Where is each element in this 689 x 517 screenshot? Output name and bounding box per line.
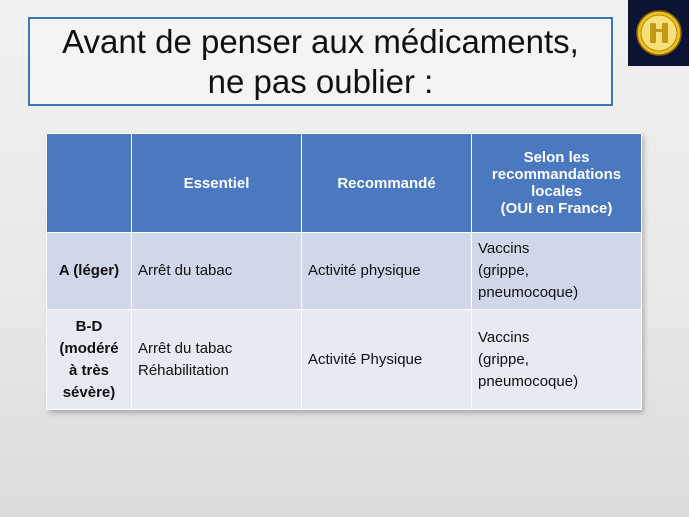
header-cell-recommande: Recommandé	[302, 134, 472, 233]
recommendations-table	[46, 133, 641, 410]
table-cell: Activité physique	[302, 233, 472, 310]
table-cell: Vaccins (grippe, pneumocoque)	[472, 310, 642, 410]
table-cell: Arrêt du tabac	[132, 233, 302, 310]
institution-seal-icon	[635, 9, 683, 57]
table-cell: Arrêt du tabac Réhabilitation	[132, 310, 302, 410]
table-header-row	[47, 134, 642, 233]
header-cell-essentiel: Essentiel	[132, 134, 302, 233]
slide-title-line-2: ne pas oublier :	[207, 62, 434, 100]
table-row	[47, 233, 642, 310]
row-label: A (léger)	[47, 233, 132, 310]
header-cell-empty	[47, 134, 132, 233]
table-cell: Vaccins (grippe, pneumocoque)	[472, 233, 642, 310]
header-cell-selon-recommandations: Selon les recommandations locales (OUI en France)	[472, 134, 642, 233]
slide-title	[28, 17, 613, 106]
table-cell: Activité Physique	[302, 310, 472, 410]
table-row	[47, 310, 642, 410]
row-label: B-D (modéré à très sévère)	[47, 310, 132, 410]
logo-frame	[628, 0, 689, 66]
slide-title-line-1: Avant de penser aux médicaments,	[62, 22, 579, 60]
